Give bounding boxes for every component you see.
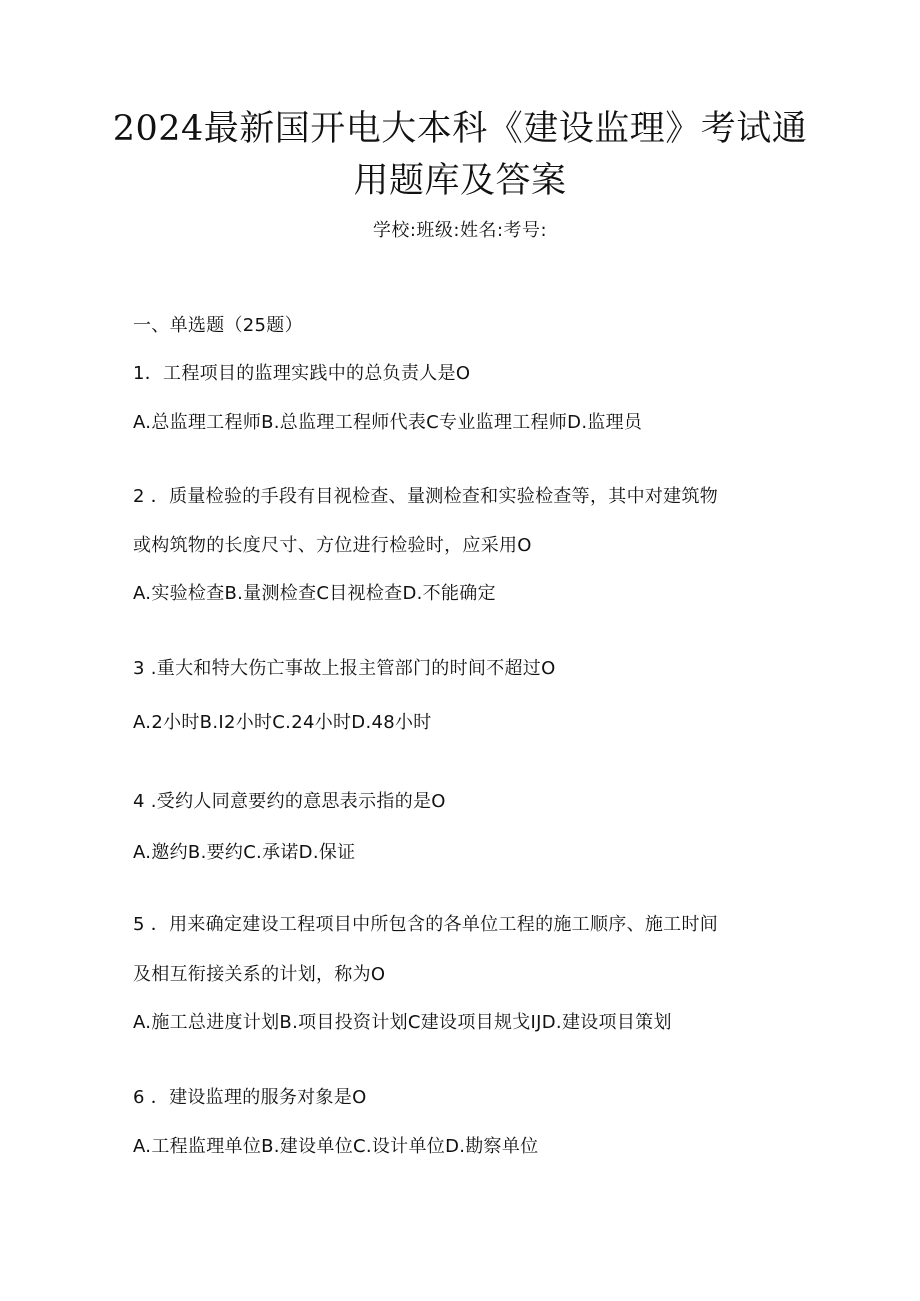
question-1-stem: 1．工程项目的监理实践中的总负责人是O bbox=[133, 363, 471, 384]
student-info-line: 学校:班级:姓名:考号: bbox=[372, 220, 548, 241]
question-5-options: A.施工总进度计划B.项目投资计划C建设项目规戈IJD.建设项目策划 bbox=[133, 1012, 672, 1033]
question-5-stem-line-2: 及相互衔接关系的计划，称为O bbox=[133, 964, 386, 985]
question-6-stem: 6 ．建设监理的服务对象是O bbox=[133, 1087, 367, 1108]
question-1-options: A.总监理工程师B.总监理工程师代表C专业监理工程师D.监理员 bbox=[133, 412, 643, 433]
question-5-stem-line-1: 5 ．用来确定建设工程项目中所包含的各单位工程的施工顺序、施工时间 bbox=[133, 914, 719, 935]
question-2-options: A.实验检查B.量测检查C目视检查D.不能确定 bbox=[133, 583, 496, 604]
question-3-options: A.2小时B.I2小时C.24小时D.48小时 bbox=[133, 712, 432, 733]
question-4-stem: 4 .受约人同意要约的意思表示指的是O bbox=[133, 791, 446, 812]
section-heading: 一、单选题（25题） bbox=[133, 315, 303, 336]
question-2-stem-line-1: 2 ．质量检验的手段有目视检查、量测检查和实验检查等，其中对建筑物 bbox=[133, 486, 719, 507]
question-6-options: A.工程监理单位B.建设单位C.设计单位D.勘察单位 bbox=[133, 1136, 539, 1157]
document-title-line-1: 2024最新国开电大本科《建设监理》考试通 bbox=[112, 109, 808, 149]
question-4-options: A.邀约B.要约C.承诺D.保证 bbox=[133, 842, 356, 863]
document-title-line-2: 用题库及答案 bbox=[353, 161, 567, 201]
question-2-stem-line-2: 或构筑物的长度尺寸、方位进行检验时，应采用O bbox=[133, 535, 532, 556]
question-3-stem: 3 .重大和特大伤亡事故上报主管部门的时间不超过O bbox=[133, 658, 556, 679]
